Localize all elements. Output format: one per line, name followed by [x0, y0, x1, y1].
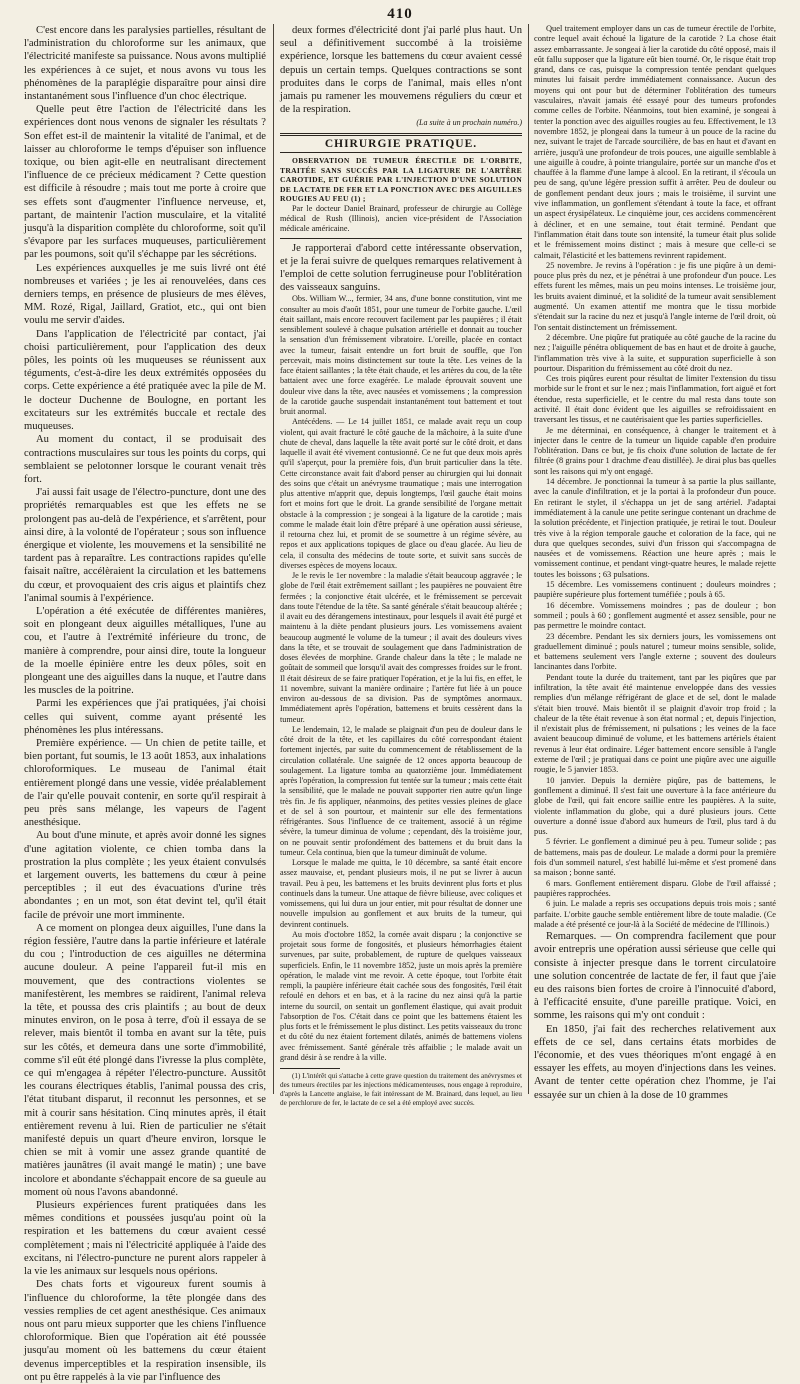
paragraph: Au moment du contact, il se produisait des contractions musculaires sur tous les points du corps, qui semblaient se pelotonner lorsque le courant venait très fort.	[24, 434, 266, 485]
middle-column	[280, 24, 522, 1108]
paragraph: Dans l'application de l'électricité par contact, j'ai choisi particulièrement, pour l'application des deux pôles, les points où les muqueuses se réunissent aux téguments, c'est-à-dire les deux extrémités opposées du corps. Cette expérience a été pratiquée avec la pile de M. le docteur Duchenne de Boulogne, en portant les excitateurs sur les extrémités buccale et rectale des muqueuses.	[24, 328, 266, 433]
paragraph: Plusieurs expériences furent pratiquées dans les mêmes conditions et poussées jusqu'au point où la respiration et les battemens du cœur avaient cessé complètement ; mais ni l'électricité appliquée à l'aide des excitans, ni l'électro-puncture ne purent alors rappeler à la vie les animaux sur lesquels nous opérions.	[24, 1200, 266, 1278]
paragraph: Au mois d'octobre 1852, la cornée avait disparu ; la conjonctive se projetait sous forme de fongosités, et plusieurs hémorrhagies étaient survenues, par suite, probablement, de rupture de quelques vaisseaux superficiels. Enfin, le 11 novembre 1852, juste un mois après la première opération, le malade vint me revoir. A cette époque, tout l'orbite était rempli, la paupière inférieure était cachée sous des fongosités, l'œil était refoulé en dehors et en bas, et à la racine du nez ainsi qu'à la partie interne du sourcil, on sentait un gonflement élastique, qui avait produit l'absorption de l'os. C'était dans ce point que les battemens étaient les plus forts et le frémissement le plus distinct. Les petits vaisseaux du tronc et du côté du nez étaient fortement dilatés, animés de battemens violens avec frémissement. Santé générale très affaiblie ; le malade avait un grand désir à se rendre à la ville.	[280, 929, 522, 1062]
paragraph: 2 décembre. Une piqûre fut pratiquée au côté gauche de la racine du nez ; l'aiguille pénétra obliquement de bas en haut et de droite à gauche, l'inflammation très vive à la suite, et suppuration superficielle à son pourtour. Disparition du frémissement au côté droit du nez.	[534, 332, 776, 373]
footnote-rule	[280, 1068, 340, 1069]
paragraph: 25 novembre. Je revins à l'opération : je fis une piqûre à un demi-pouce plus près du nez, et je pénétrai à une profondeur d'un pouce. Les effets furent les mêmes, mais un peu moins intenses. Le troisième jour, les bruits avaient diminué, et la solidité de la tumeur avait sensiblement augmenté. Un examen attentif me montra que le tissu morbide s'étendait sur la racine du nez et jusqu'à l'angle interne de l'œil droit, où l'on sentait distinctement un frémissement.	[534, 260, 776, 332]
continuation-note: (La suite à un prochain numéro.)	[416, 118, 522, 128]
column-divider	[273, 24, 274, 1094]
paragraph: Première expérience. — Un chien de petite taille, et bien portant, fut soumis, le 13 août 1853, aux inhalations chloroformiques. Le museau de l'animal était entièrement plongé dans une vessie, vidée préalablement de l'air qu'elle pouvait contenir, en sorte qu'il respirait à peu près sans mélange, les vapeurs de l'agent anesthésique.	[24, 737, 266, 829]
remarks-paragraph: Remarques. — On comprendra facilement que pour avoir entrepris une opération aussi sérieuse que celle qui consiste à injecter presque dans le torrent circulatoire une solution concentrée de lactate de fer, il faut que j'aie eu des raisons bien fortes de croire à l'innocuité d'abord, à l'efficacité ensuite, d'une pareille pratique. Voici, en somme, les raisons qui m'y ont conduit :	[534, 931, 776, 1022]
paragraph: Obs. William W..., fermier, 34 ans, d'une bonne constitution, vint me consulter au mois d'août 1851, pour une tumeur de l'orbite gauche. L'œil était saillant, mais encore recouvert facilement par les paupières ; il était sensiblement soulevé à chaque pulsation artérielle et donnait au toucher la sensation d'un frémissement vibratoire. L'oreille, placée en contact avec la tumeur, faisait entendre un fort bruit de souffle, que l'on percevait, mais moins distinctement sur toute la tête. Les veines de la face étaient saillantes ; la tête était chaude, et les artères du cou, de la tête battaient avec une force exagérée. Le malade éprouvait souvent une douleur vive dans la tête, avec nausées et vomissemens ; la compression de la carotide gauche suspendait instantanément tout battement et tout bruit anormal.	[280, 294, 522, 417]
left-column	[24, 24, 266, 1383]
paragraph: 23 décembre. Pendant les six derniers jours, les vomissemens ont graduellement diminué ; pouls naturel ; tumeur moins sensible, solide, et battemens seulement vers l'angle externe ; souvent des douleurs lancinantes dans l'orbite.	[534, 631, 776, 672]
article-title: OBSERVATION DE TUMEUR ÉRECTILE DE L'ORBITE, TRAITÉE SANS SUCCÈS PAR LA LIGATURE DE L'ARTÈRE CAROTIDE, ET GUÉRIE PAR L'INJECTION D'UNE SOLUTION DE LACTATE DE FER ET LA PONCTION AVEC DES AIGUILLES ROUGIES AU FEU (1) ;	[280, 155, 522, 204]
paragraph: Au bout d'une minute, et après avoir donné les signes d'une agitation violente, ce chien tomba dans la prostration la plus complète ; les yeux étaient convulsés et largement ouverts, les battemens du cœur à peine perceptibles ; il eut des évacuations d'urine très abondantes ; en un mot, son état devint tel, qu'il était facile de prévoir une mort imminente.	[24, 830, 266, 921]
paragraph: 14 décembre. Je ponctionnai la tumeur à sa partie la plus saillante, avec la canule d'infiltration, et je la portai à la profondeur d'un pouce. En retirant le stylet, il s'échappa un jet de sang artériel. J'adaptai immédiatement à la canule une petite seringue contenant un drachme de la solution précédente, et l'injection pratiquée, je retirai le tout. Douleur très vive à la région temporale gauche et coloration de la face, qui ne dura que quelques secondes, suivi d'un frisson qui s'accompagna de nausées et de vomissemens. Réaction une heure après ; mais le vomissement continue, et pendant vingt-quatre heures, le malade rejette toutes les boissons ; 63 pulsations.	[534, 477, 776, 579]
remarks-paragraph: En 1850, j'ai fait des recherches relativement aux effets de ce sel, dans certains états morbides de l'économie, et des vues théoriques m'ont engagé à en essayer les effets, au moyen d'injections dans les veines. Avant de tenter cette opération chez l'homme, je l'ai essayée sur un chien à la dose de 10 grammes	[534, 1023, 776, 1101]
paragraph: 6 juin. Le malade a repris ses occupations depuis trois mois ; santé parfaite. L'orbite gauche semble entièrement libre de toute maladie. (Ce malade a été présenté ce jour-là à la Société de médecine de l'Illinois.)	[534, 899, 776, 929]
paragraph: Les expériences auxquelles je me suis livré ont été nombreuses et variées ; je les ai renouvelées, dans ces derniers temps, en présence de plusieurs de mes élèves, MM. Rozé, Rigal, Jaillard, Gratiot, etc., qui ont bien voulu me servir d'aides.	[24, 262, 266, 327]
paragraph: 5 février. Le gonflement a diminué peu à peu. Tumeur solide ; pas de battemens, mais pas de douleur. Le malade a dormi pour la première fois d'un sommeil naturel, s'est habillé lui-même et s'est promené dans sa maison ; bonne santé.	[534, 837, 776, 878]
paragraph: C'est encore dans les paralysies partielles, résultant de l'administration du chloroforme sur les animaux, que l'électricité manifeste sa puissance. Nous avons multiplié les expériences à ce sujet, et nous avons vu tous les phénomènes de la paraplégie disparaître pour ainsi dire instantanément sous l'influence d'un choc électrique.	[24, 25, 266, 103]
page-number: 410	[387, 6, 413, 22]
intro-paragraph: Je rapporterai d'abord cette intéressante observation, et je la ferai suivre de quelques remarques relativement à l'emploi de cette solution ferrugineuse pour l'oblitération des vaisseaux sanguins.	[280, 242, 522, 294]
paragraph: 16 décembre. Vomissemens moindres ; pas de douleur ; bon sommeil ; pouls à 60 ; gonflement augmenté et assez sensible, pour ne pas permettre le moindre contact.	[534, 600, 776, 631]
column-divider	[528, 24, 529, 1094]
right-column	[534, 24, 776, 1101]
paragraph: Parmi les expériences que j'ai pratiquées, j'ai choisi celles qui suivent, comme ayant présenté les phénomènes les plus intéressans.	[24, 698, 266, 736]
paragraph: Le lendemain, 12, le malade se plaignait d'un peu de douleur dans le côté droit de la tête, et les capillaires du côté correspondant étaient fortement injectés, par suite du commencement de rétablissement de la circulation collatérale. Une saignée de 12 onces apporta beaucoup de soulagement. La ligature tomba au quatorzième jour. Immédiatement après l'opération, la compression fut tentée sur la tumeur ; mais cette était la sensibilité, que le malade ne pouvait supporter rien autre qu'un linge très fin. Je fis appliquer, néanmoins, des petites vessies pleines de glace et de sel à son pourtour, et maintenir sur elle des fermentations réfrigérantes. Sous l'influence de ce traitement, associé à un régime sévère, la tumeur diminua de volume ; cependant, dès la troisième jour, on ne pouvait sentir profondément des battemens et du bruit dans la tumeur. Cela continua, bien que la tumeur diminuât de volume.	[280, 724, 522, 857]
paragraph: Je le revis le 1er novembre : la maladie s'était beaucoup aggravée ; le globe de l'œil était extrêmement saillant ; les paupières ne pouvaient être fermées ; la conjonctive était ulcérée, et le frémissement se percevait dans toute l'étendue de la tête. Sa santé générale s'était beaucoup altérée ; il avait eu des dérangemens intestinaux, pour lesquels il avait été purgé et maintenu à la diète pendant plusieurs jours. Les vomissemens avaient beaucoup augmenté le volume de la tumeur ; il avait des douleurs vives dans la tête, et se trouvait de soulagement que dans l'administration de doses élevées de morphine. Grande chaleur dans la tête ; le malade ne goûtait de sommeil que lorsqu'il avait des compresses froides sur le front. Il était désireux de se faire pratiquer l'opération, et je la lui fis, en effet, le 11 novembre, suivant la manière ordinaire ; l'artère fut liée à un pouce environ au-dessous de sa division. Pas de symptômes anormaux. Immédiatement après l'opération, battemens et bruits cessèrent dans la tumeur.	[280, 571, 522, 724]
paragraph: Quel traitement employer dans un cas de tumeur érectile de l'orbite, contre lequel avait échoué la ligature de la carotide ? La chose était assez embarrassante. Je songeai à lier la carotide du côté opposé, mais il eût fallu supposer que la ligature eût bien tourné. Or, le risque était trop grand, dans ce cas, puisque la compression tentée pendant quelques minutes lui faisait perdre immédiatement connaissance. Aucun des moyens qui ont pour but de déterminer l'oblitération des tumeurs vasculaires, n'avait jamais été essayé pour des tumeurs profondes comme celles de l'orbite. Néanmoins, tout bien examiné, je songeai à tenter la ponction avec des aiguilles rougies au feu. Effectivement, le 13 novembre 1852, je plongeai dans la tumeur à un pouce de la racine du nez, suivant le trajet de l'arcade sourcilière, de bas en haut et d'avant en arrière, jusqu'à une profondeur de trois pouces, une aiguille semblable à une aiguille à coudre, à pointe triangulaire, portée sur un manche d'os et chauffée à la flamme d'une lampe à alcool. En la retirant, il s'écoula un peu de sang, qu'une légère pression suffit à arrêter. Peu de douleur ou de gonflement pendant deux jours ; mais le troisième, il survint une vive inflammation, un gonflement s'étendant à toute la face, et offrant un aspect érysipélateux. Le cinquième jour, ces accidens commencèrent à décliner, et en une semaine, tout était terminé. Pendant que l'inflammation était dans toute son intensité, la tumeur était plus solide et le frémissement moins distinct ; mais à mesure que celle-ci se calmait, l'élasticité et les battemens revinrent rapidement.	[534, 24, 776, 260]
paragraph: 10 janvier. Depuis la dernière piqûre, pas de battemens, le gonflement a diminué. Il s'est fait une ouverture à la face antérieure du globe de l'œil, qui fait encore saillie entre les paupières. A la suite, violente inflammation du globe, qui a duré plusieurs jours. Cette ouverture a donné issue d'abord aux humeurs de l'œil, plus tard à du pus.	[534, 775, 776, 837]
byline-rule	[280, 238, 522, 239]
paragraph: Quelle peut être l'action de l'électricité dans les expériences dont nous venons de signaler les résultats ? Son effet est-il de maintenir la vitalité de l'animal, et de laisser au chloroforme le temps d'épuiser son influence toxique, ou bien agit-elle en neutralisant directement l'influence de ce précieux médicament ? Cette question est difficile à résoudre ; mais tout me porte à croire que ses effets sont d'augmenter l'influence nerveuse, et, partant, de maintenir l'action musculaire, et la vitalité jusqu'à la disparition complète du chloroforme, soit qu'il s'évapore par les surfaces muqueuses, particulièrement par les poumons, soit qu'il s'échappe par les sécrétions.	[24, 104, 266, 261]
paragraph: 6 mars. Gonflement entièrement disparu. Globe de l'œil affaissé ; paupières rapprochées.	[534, 878, 776, 898]
paragraph: Ces trois piqûres eurent pour résultat de limiter l'extension du tissu morbide sur le front et sur le nez ; mais l'inflammation, fort aiguë et fort étendue, resta superficielle, et le centre du mal resta dans toute son activité. Il était donc évident que les aiguilles se refroidissaient en traversant les tissus, et ne cautérisaient que les parties superficielles.	[534, 374, 776, 425]
paragraph: Lorsque le malade me quitta, le 10 décembre, sa santé était encore assez mauvaise, et, pendant plusieurs mois, il ne put se livrer à aucun travail. Peu à peu, les battemens et les bruits devinrent plus forts et plus continuels dans la tumeur. Une attaque de fièvre bilieuse, avec coliques et vomissemens, qui lui dura un jour entier, mit pour résultat de donner une nouvelle impulsion au gonflement et aux bruits de la tumeur, qui devinrent continuels.	[280, 858, 522, 929]
section-rule	[280, 152, 522, 153]
paragraph: A ce moment on plongea deux aiguilles, l'une dans la région fessière, l'autre dans la partie inférieure et latérale du cou ; l'introduction de ces aiguilles ne détermina aucune douleur. A peine l'appareil fut-il mis en mouvement, que des contractions violentes se manifestèrent, les membres se raidirent, l'animal releva la tête, et poussa des cris plaintifs ; au bout de deux minutes environ, on le posa à terre, d'où il essaya de se relever, mais bientôt il tomba en avant sur la tête, puis sur les côtés, et demeura dans une sorte d'immobilité, comme s'il eût été plongé dans l'ivresse la plus complète, ce qui m'engagea à répéter l'électro-puncture. Aussitôt les courans électriques établis, l'animal poussa des cris, l'état titubant disparut, il reconnut les personnes, et se mit à courir sans hésitation. Cinq minutes après, il était entièrement revenu à lui. Rien de particulier ne s'était manifesté depuis un quart d'heure environ, lorsque le chien se mit à vomir une assez grande quantité de matières jaunâtres (il avait mangé le matin) ; une bave incolore et abondante s'échappait encore de sa gueule au moment où nous l'avons abandonné.	[24, 922, 266, 1198]
footnote: (1) L'intérêt qui s'attache à cette grave question du traitement des anévrysmes et des tumeurs érectiles par les injections médicamenteuses, nous engage à reproduire, d'après la Lancette anglaise, le fait intéressant de M. Brainard, dans lequel, au lieu de perchlorure de fer, le lactate de ce sel a été employé avec succès.	[280, 1072, 522, 1108]
paragraph: L'opération a été exécutée de différentes manières, soit en plongeant deux aiguilles métalliques, l'une au cou, et l'autre à l'extrémité inférieure du tronc, de manière à comprendre, pour ainsi dire, toute la longueur de la moelle épinière entre les deux pôles, soit en plongeant une des aiguilles dans la nuque, et l'autre dans les muscles de la poitrine.	[24, 605, 266, 697]
paragraph: Pendant toute la durée du traitement, tant par les piqûres que par infiltration, la tête avait été maintenue enveloppée dans des vessies remplies d'un mélange réfrigérant de glace et de sel, dont le malade s'était bien trouvé. Mais bientôt il se plaignit d'avoir trop froid ; la chaleur de la tête était revenue à son état normal ; et, depuis l'injection, il n'existait plus de frémissement, ni pulsations ; les veines de la face avaient beaucoup diminué de volume, et les battemens artériels étaient revenus à leur état ordinaire. Léger battement encore sensible à l'angle externe de l'œil ; je pratiquai dans ce point une piqûre avec une aiguille rougie, le 5 janvier 1853.	[534, 672, 776, 775]
paragraph: Antécédens. — Le 14 juillet 1851, ce malade avait reçu un coup violent, qui avait fracturé le côté gauche de la mâchoire, à la suite d'une chute de cheval, dans laquelle la tête avait porté sur le côté droit, et dans laquelle il avait été vivement contusionné. Ce ne fut que deux mois après qu'il s'aperçut, pour la première fois, d'un bruit particulier dans la tête. Cette circonstance avait fait d'abord penser au chirurgien qui lui donnait des soins que c'était un anévrysme traumatique ; mais une interrogation plus attentive m'apprit que, depuis longtemps, l'œil gauche était moins fort et moins fort que le droit. La grande sensibilité de l'organe mettait obstacle à la compression ; je songeai à la ligature de la carotide ; mais comme le malade était loin d'être préparé à une opération aussi sérieuse, il retourna chez lui, et promit de se soumettre à un régime sévère, au repos et aux applications topiques de glace ou d'eau glacée. Au lieu de cela, il consulta des médecins de toute sorte, et suivit sans succès de diverses espèces de moyens locaux.	[280, 417, 522, 570]
paragraph: 15 décembre. Les vomissemens continuent ; douleurs moindres ; paupière supérieure plus fortement tuméfiée ; pouls à 65.	[534, 580, 776, 600]
paragraph: Des chats forts et vigoureux furent soumis à l'influence du chloroforme, la tête plongée dans des vessies remplies de cet agent anesthésique. Ces animaux nous ont paru mieux supporter que les chiens l'influence chloroformique. Bien que l'opération ait été poussée jusqu'au moment où les battemens du cœur étaient devenus imperceptibles et la respiration insensible, ils ont pu être rappelés à la vie par l'influence des	[24, 1279, 266, 1383]
section-title: CHIRURGIE PRATIQUE.	[324, 137, 478, 150]
lead-paragraph: deux formes d'électricité dont j'ai parlé plus haut. Un seul a définitivement succombé à la troisième expérience, lorsque les battemens du cœur avaient cessé depuis un certain temps. Quelques contractions se sont produites dans le corps de l'animal, mais elles n'ont jamais pu ramener les mouvemens réguliers du cœur et de la respiration.	[280, 25, 522, 116]
byline: Par le docteur Daniel Brainard, professeur de chirurgie au Collège médical de Rush (Illinois), ancien vice-président de l'Association médicale américaine.	[280, 203, 522, 234]
paragraph: Je me déterminai, en conséquence, à changer le traitement et à injecter dans le centre de la tumeur un liquide capable d'en produire l'oblitération. Dans ce but, je fis choix d'une solution de lactate de fer filtrée (8 grains pour 1 drachme d'eau distillée). Je dirai plus bas quelles sont les raisons qui m'y ont engagé.	[534, 425, 776, 476]
section-rule	[280, 133, 522, 136]
paragraph: J'ai aussi fait usage de l'électro-puncture, dont une des propriétés remarquables est que les effets ne se prolongent pas au-delà de l'expérience, et s'arrêtent, pour ainsi dire, à la volonté de l'opérateur ; sous son influence énergique et violente, les mouvemens et la sensibilité ne tardent pas à reparaître. Les contractions rapides qu'elle faisait naître, accélèraient la circulation et les battemens du cœur, et provoquaient des cris aigus et plaintifs chez l'animal soumis à l'expérience.	[24, 487, 266, 604]
